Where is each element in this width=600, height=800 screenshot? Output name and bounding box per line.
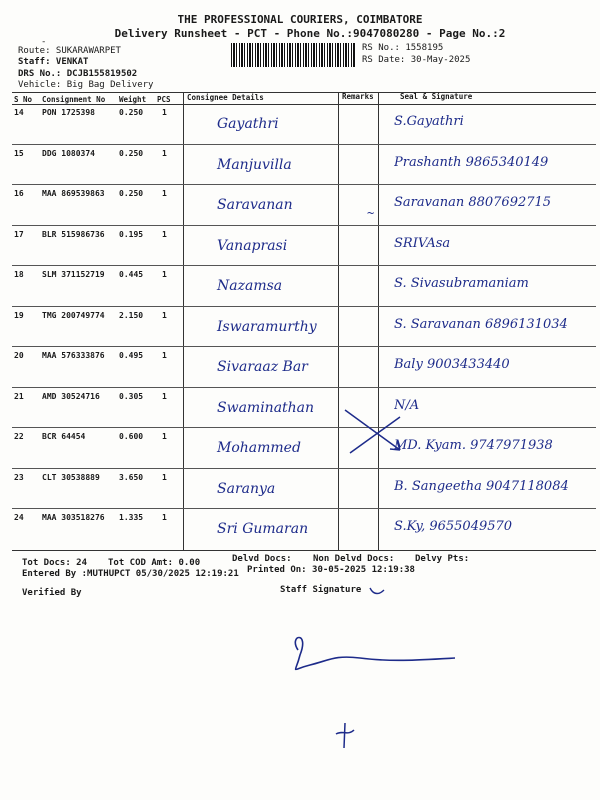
row-pcs: 1 xyxy=(162,229,167,239)
row-weight: 1.335 xyxy=(119,513,144,522)
table-row xyxy=(12,307,596,348)
row-seal-signature: SRIVAsa xyxy=(394,235,451,251)
table-row xyxy=(12,509,596,550)
row-consignee-handwriting: Saravanan xyxy=(217,197,293,213)
row-pcs: 1 xyxy=(162,513,167,522)
row-consignment: AMD 30524716 xyxy=(42,391,100,401)
entered-by: Entered By :MUTHUPCT 05/30/2025 12:19:21 xyxy=(22,569,239,579)
row-consignment: MAA 303518276 xyxy=(42,513,105,522)
row-pcs: 1 xyxy=(162,351,167,360)
remark-row-16: ~ xyxy=(367,206,375,220)
row-consignment: MAA 869539863 xyxy=(42,189,105,198)
row-pcs: 1 xyxy=(162,108,167,117)
row-weight: 0.250 xyxy=(119,108,144,117)
row-sno: 16 xyxy=(14,189,24,198)
row-pcs: 1 xyxy=(162,472,167,482)
row-consignee-handwriting: Iswaramurthy xyxy=(217,318,317,335)
tot-cod: Tot COD Amt: 0.00 xyxy=(108,558,201,568)
delvy-pts: Delvy Pts: xyxy=(415,554,470,564)
row-consignment: TMG 200749774 xyxy=(42,310,105,320)
row-weight: 0.195 xyxy=(119,229,144,239)
col-consignment: Consignment No xyxy=(42,95,106,104)
table-top-border xyxy=(12,92,596,93)
row-weight: 0.445 xyxy=(119,270,144,279)
row-pcs: 1 xyxy=(162,270,167,279)
table-row xyxy=(12,104,596,145)
row-consignee-handwriting: Manjuvilla xyxy=(217,156,292,173)
row-sno: 24 xyxy=(14,513,24,522)
staff-signature-scribble xyxy=(270,630,470,690)
col-seal: Seal & Signature xyxy=(400,92,473,101)
staff-label: Staff: VENKAT xyxy=(18,57,89,67)
non-delvd-docs: Non Delvd Docs: xyxy=(313,554,395,564)
verified-by: Verified By xyxy=(22,588,82,598)
tot-docs: Tot Docs: 24 xyxy=(22,558,88,568)
table-row xyxy=(12,185,596,226)
row-sno: 23 xyxy=(14,472,24,482)
table-row xyxy=(12,347,596,388)
cross-arrow-mark xyxy=(340,405,410,460)
row-pcs: 1 xyxy=(162,391,167,401)
row-weight: 3.650 xyxy=(119,472,144,482)
initial-scribble xyxy=(330,720,360,755)
printed-on: Printed On: 30-05-2025 12:19:38 xyxy=(247,565,415,575)
table-row xyxy=(12,226,596,267)
row-weight: 0.495 xyxy=(119,351,144,360)
delvd-docs: Delvd Docs: xyxy=(232,554,292,564)
row-seal-signature: Baly 9003433440 xyxy=(394,357,510,372)
row-consignee-handwriting: Swaminathan xyxy=(217,399,315,416)
row-seal-signature: Prashanth 9865340149 xyxy=(394,154,549,170)
col-sno: S No xyxy=(14,95,33,104)
barcode xyxy=(231,43,356,67)
row-consignment: SLM 371152719 xyxy=(42,270,105,279)
row-pcs: 1 xyxy=(162,432,167,441)
row-pcs: 1 xyxy=(162,189,167,198)
row-seal-signature: Saravanan 8807692715 xyxy=(394,195,552,210)
row-sno: 20 xyxy=(14,351,24,360)
page-subtitle: Delivery Runsheet - PCT - Phone No.:9047080280 - Page No.:2 xyxy=(114,27,506,40)
row-sno: 19 xyxy=(14,310,24,320)
row-sno: 22 xyxy=(14,432,24,441)
row-weight: 0.250 xyxy=(119,148,144,158)
row-seal-signature: S. Sivasubramaniam xyxy=(394,276,529,291)
row-consignment: PON 1725398 xyxy=(42,108,95,117)
row-sno: 21 xyxy=(14,391,24,401)
row-seal-signature: B. Sangeetha 9047118084 xyxy=(394,478,569,494)
col-remarks: Remarks xyxy=(342,92,374,101)
vehicle-label: Vehicle: Big Bag Delivery xyxy=(18,80,154,90)
row-sno: 17 xyxy=(14,229,24,239)
route-label: Route: SUKARAWARPET xyxy=(18,46,121,56)
col-consignee: Consignee Details xyxy=(187,93,264,102)
table-row xyxy=(12,469,596,510)
row-consignee-handwriting: Sivaraaz Bar xyxy=(217,359,308,375)
row-consignee-handwriting: Mohammed xyxy=(217,440,301,456)
row-weight: 0.600 xyxy=(119,432,144,441)
col-weight: Weight xyxy=(119,95,147,104)
row-weight: 0.250 xyxy=(119,189,144,198)
page-title: THE PROFESSIONAL COURIERS, COIMBATORE xyxy=(177,13,423,26)
tick-mark xyxy=(368,584,388,599)
row-pcs: 1 xyxy=(162,310,167,320)
table-row xyxy=(12,145,596,186)
row-weight: 0.305 xyxy=(119,391,144,401)
row-consignment: MAA 576333876 xyxy=(42,351,105,360)
row-pcs: 1 xyxy=(162,148,167,158)
row-seal-signature: S. Saravanan 6896131034 xyxy=(394,316,568,332)
row-consignee-handwriting: Gayathri xyxy=(217,116,279,132)
row-sno: 18 xyxy=(14,270,24,279)
row-seal-signature: S.Ky, 9655049570 xyxy=(394,519,513,534)
row-sno: 14 xyxy=(14,108,24,117)
drs-label: DRS No.: DCJB155819502 xyxy=(18,69,138,79)
rs-date: RS Date: 30-May-2025 xyxy=(362,55,471,65)
row-consignment: BCR 64454 xyxy=(42,432,86,441)
row-consignee-handwriting: Vanaprasi xyxy=(217,237,288,254)
table-row xyxy=(12,428,596,469)
row-weight: 2.150 xyxy=(119,310,144,320)
row-consignee-handwriting: Sri Gumaran xyxy=(217,521,309,537)
rs-number: RS No.: 1558195 xyxy=(362,43,444,53)
row-sno: 15 xyxy=(14,148,24,158)
row-consignment: DDG 1080374 xyxy=(42,148,95,158)
table-row xyxy=(12,266,596,307)
row-consignee-handwriting: Saranya xyxy=(217,480,276,497)
row-seal-signature: N/A xyxy=(394,397,420,413)
table-row xyxy=(12,388,596,429)
footer-border xyxy=(12,550,596,551)
row-seal-signature: S.Gayathri xyxy=(394,114,464,129)
row-consignment: CLT 30538889 xyxy=(42,472,100,482)
row-consignee-handwriting: Nazamsa xyxy=(217,278,283,294)
row-seal-signature: MD. Kyam. 9747971938 xyxy=(394,438,553,453)
dash-mark: - xyxy=(41,37,47,47)
row-consignment: BLR 515986736 xyxy=(42,229,105,239)
staff-signature-label: Staff Signature xyxy=(280,585,362,595)
col-pcs: PCS xyxy=(157,95,171,104)
